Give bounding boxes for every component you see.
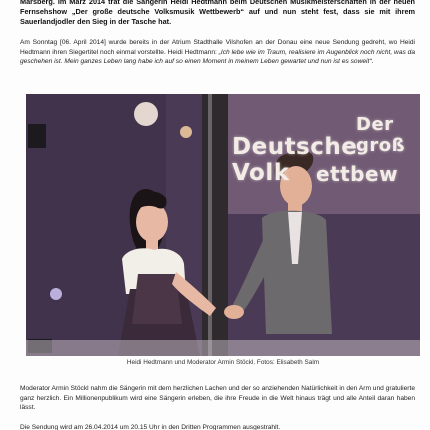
article-paragraph-1: [20, 38, 415, 67]
stage-banner-line-2: Deutsche Volk: [232, 134, 358, 186]
stage-light: [50, 288, 62, 300]
article-lead: Marsberg. Im März 2014 trat die Sängerin Heidi Hedtmann beim Deutschen Musikmeisterschaften in der neuen Fernsehshow „Der große deutsche Volksmusik Wettbewerb“ auf und nun steht fest, dass sie mit ihrem Sauerlandjodler den Sieg in der Tasche hat.: [20, 0, 415, 26]
paragraph-1-intro: Am Sonntag [06. April 2014] wurde bereits in der Atrium Stadthalle Vilshofen an der Donau eine neue Sendung gedreht, wo Heidi Hedtmann ihren Siegertitel noch einmal vorstellte. Heidi Hedtmann:: [20, 39, 415, 56]
stage-pillar: [202, 94, 228, 356]
stage-banner-line-1: Der groß: [356, 114, 406, 156]
stage-banner-line-3: ettbew: [316, 162, 399, 186]
stage-light: [180, 126, 192, 138]
pillar-highlight: [208, 94, 212, 356]
paragraph-1-end: .: [371, 58, 374, 66]
article-paragraph-3: Die Sendung wird am 26.04.2014 um 20.15 Uhr in den Dritten Programmen ausgestrahlt.: [20, 424, 281, 430]
stage-floor: [26, 340, 420, 356]
article-photo: [26, 94, 420, 356]
paragraph-1-quote: „Ich lebe wie im Traum, realisiere im Augenblick noch nicht, was da geschehen ist. Mein ganzes Leben lang habe ich auf so einen Moment in meinem Leben gewartet und nun ist es soweit“: [20, 48, 416, 66]
stage-speaker: [28, 124, 46, 148]
stage-light: [134, 102, 158, 126]
article-paragraph-2: Moderator Armin Stöckl nahm die Sängerin mit dem herzlichen Lachen und der so anziehenden Natürlichkeit in den Arm und gratulierte ganz herzlich. Ein Millionenpublikum wird eine Sängerin erleben, die ihre Freude in die Welt hinaus trägt und alle Anteil daran haben lässt.: [20, 385, 415, 412]
photo-caption: Heidi Hedtmann und Moderator Armin Stöckl. Fotos: Elisabeth Salm: [126, 359, 320, 366]
